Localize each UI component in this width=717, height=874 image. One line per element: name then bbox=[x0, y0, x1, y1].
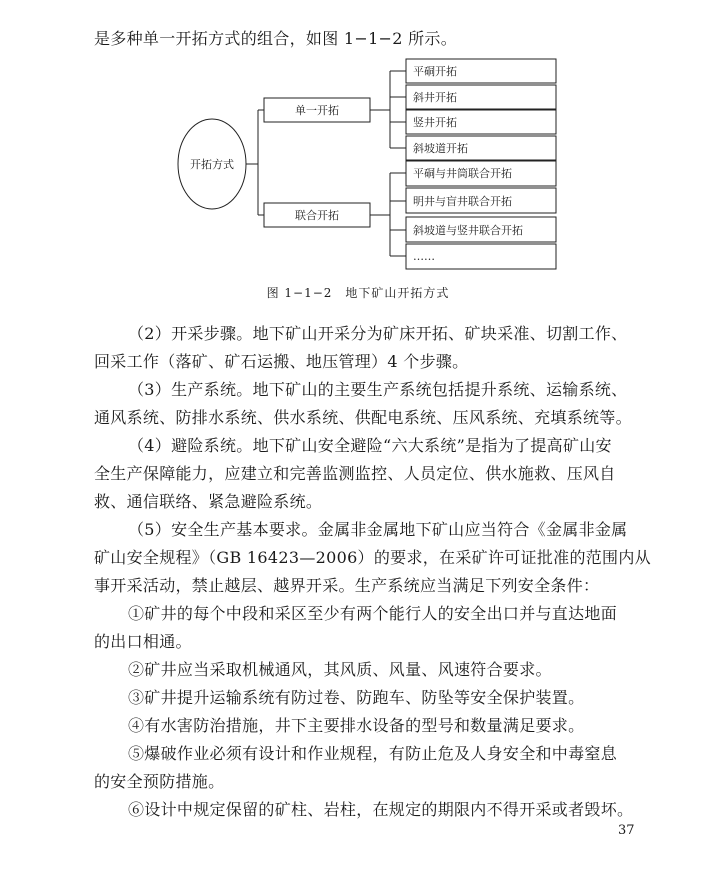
paragraph-line: 事开采活动，禁止越层、越界开采。生产系统应当满足下列安全条件： bbox=[94, 576, 600, 595]
single-item-label: 竖井开拓 bbox=[413, 116, 457, 129]
branch-single-label: 单一开拓 bbox=[295, 104, 339, 117]
paragraph-line: ④有水害防治措施，井下主要排水设备的型号和数量满足要求。 bbox=[128, 716, 585, 735]
paragraph-line: 救、通信联络、紧急避险系统。 bbox=[94, 492, 323, 511]
paragraph-line: ②矿井应当采取机械通风，其风质、风量、风速符合要求。 bbox=[128, 660, 552, 679]
paragraph-line: 回采工作（落矿、矿石运搬、地压管理）4 个步骤。 bbox=[94, 352, 469, 371]
paragraph-line: （5）安全生产基本要求。金属非金属地下矿山应当符合《金属非金属 bbox=[128, 520, 628, 539]
page-number: 37 bbox=[618, 823, 635, 838]
root-label: 开拓方式 bbox=[190, 158, 234, 171]
paragraph-line: ⑥设计中规定保留的矿柱、岩柱，在规定的期限内不得开采或者毁坏。 bbox=[128, 800, 634, 819]
joint-item-label: 斜坡道与竖井联合开拓 bbox=[413, 224, 523, 237]
figure-caption: 图 1−1−2 地下矿山开拓方式 bbox=[266, 286, 450, 300]
joint-item-label: …… bbox=[413, 250, 435, 263]
single-item-label: 平硐开拓 bbox=[413, 65, 457, 78]
paragraph-line: （2）开采步骤。地下矿山开采分为矿床开拓、矿块采准、切割工作、 bbox=[128, 324, 628, 343]
joint-item-label: 明井与盲井联合开拓 bbox=[413, 195, 512, 208]
paragraph-line: 全生产保障能力，应建立和完善监测监控、人员定位、供水施救、压风自 bbox=[94, 464, 616, 483]
intro-line: 是多种单一开拓方式的组合，如图 1−1−2 所示。 bbox=[94, 29, 458, 48]
paragraph-line: ⑤爆破作业必须有设计和作业规程，有防止危及人身安全和中毒窒息 bbox=[128, 744, 618, 763]
single-item-label: 斜坡道开拓 bbox=[413, 142, 468, 155]
paragraph-line: 通风系统、防排水系统、供水系统、供配电系统、压风系统、充填系统等。 bbox=[94, 408, 632, 427]
branch-joint-label: 联合开拓 bbox=[295, 209, 339, 222]
paragraph-line: 矿山安全规程》（GB 16423—2006）的要求，在采矿许可证批准的范围内从 bbox=[94, 548, 651, 567]
paragraph-line: （4）避险系统。地下矿山安全避险“六大系统”是指为了提高矿山安 bbox=[128, 436, 612, 455]
single-item-label: 斜井开拓 bbox=[413, 91, 457, 104]
paragraph-line: （3）生产系统。地下矿山的主要生产系统包括提升系统、运输系统、 bbox=[128, 380, 628, 399]
paragraph-line: ③矿井提升运输系统有防过卷、防跑车、防坠等安全保护装置。 bbox=[128, 688, 585, 707]
paragraph-line: 的出口相通。 bbox=[94, 632, 192, 651]
paragraph-line: ①矿井的每个中段和采区至少有两个能行人的安全出口并与直达地面 bbox=[128, 604, 618, 623]
paragraph-line: 的安全预防措施。 bbox=[94, 772, 225, 791]
joint-item-label: 平硐与井筒联合开拓 bbox=[413, 167, 512, 180]
